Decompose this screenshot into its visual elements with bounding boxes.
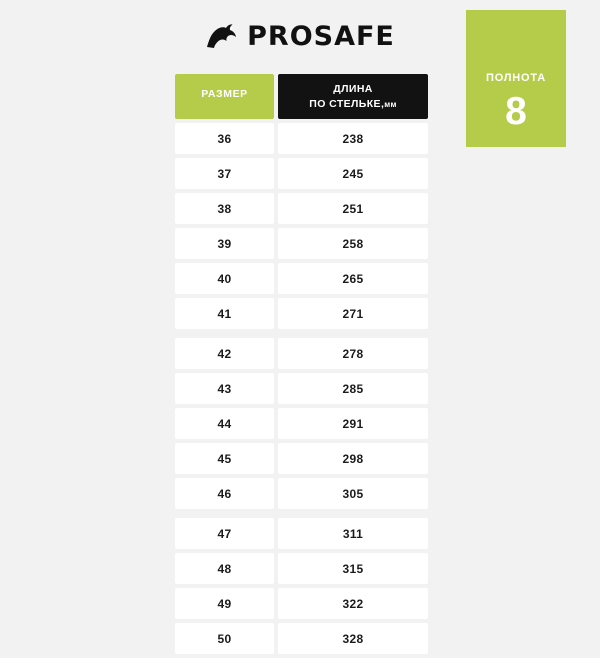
column-header-length-line1: ДЛИНА — [333, 83, 373, 95]
table-header-row — [175, 74, 428, 119]
cell-length: 265 — [278, 263, 428, 294]
cell-length: 278 — [278, 338, 428, 369]
cell-length: 305 — [278, 478, 428, 509]
cell-size: 38 — [175, 193, 274, 224]
cell-size: 49 — [175, 588, 274, 619]
brand-name: PROSAFE — [247, 20, 395, 52]
table-row — [175, 228, 428, 259]
cell-size: 40 — [175, 263, 274, 294]
cell-size: 46 — [175, 478, 274, 509]
cell-length: 315 — [278, 553, 428, 584]
cell-size: 36 — [175, 123, 274, 154]
cell-size: 44 — [175, 408, 274, 439]
cell-length: 298 — [278, 443, 428, 474]
table-row — [175, 123, 428, 154]
table-row — [175, 158, 428, 189]
table-row — [175, 373, 428, 404]
cell-size: 42 — [175, 338, 274, 369]
cell-size: 41 — [175, 298, 274, 329]
table-row — [175, 518, 428, 549]
column-header-length-line2: ПО СТЕЛЬКЕ, — [309, 98, 385, 111]
cell-size: 50 — [175, 623, 274, 654]
table-row — [175, 623, 428, 654]
cell-length: 258 — [278, 228, 428, 259]
width-badge-value: 8 — [505, 90, 527, 133]
column-header-length — [278, 74, 428, 119]
table-row — [175, 408, 428, 439]
cell-length: 291 — [278, 408, 428, 439]
cell-length: 245 — [278, 158, 428, 189]
cell-length: 328 — [278, 623, 428, 654]
cell-length: 322 — [278, 588, 428, 619]
cell-size: 37 — [175, 158, 274, 189]
table-row — [175, 443, 428, 474]
table-body — [175, 123, 428, 654]
width-badge — [466, 10, 566, 147]
cell-size: 45 — [175, 443, 274, 474]
column-header-length-unit: мм — [384, 100, 397, 110]
cell-size: 43 — [175, 373, 274, 404]
size-table — [175, 74, 428, 658]
table-row — [175, 298, 428, 329]
table-row — [175, 588, 428, 619]
cell-length: 238 — [278, 123, 428, 154]
table-row — [175, 553, 428, 584]
column-header-size: РАЗМЕР — [175, 74, 274, 119]
table-row — [175, 338, 428, 369]
cell-length: 285 — [278, 373, 428, 404]
running-animal-logo-icon — [205, 22, 239, 50]
cell-size: 39 — [175, 228, 274, 259]
cell-length: 271 — [278, 298, 428, 329]
cell-size: 48 — [175, 553, 274, 584]
table-row — [175, 263, 428, 294]
cell-length: 311 — [278, 518, 428, 549]
table-row — [175, 193, 428, 224]
cell-size: 47 — [175, 518, 274, 549]
table-row — [175, 478, 428, 509]
cell-length: 251 — [278, 193, 428, 224]
width-badge-label: ПОЛНОТА — [486, 72, 546, 84]
